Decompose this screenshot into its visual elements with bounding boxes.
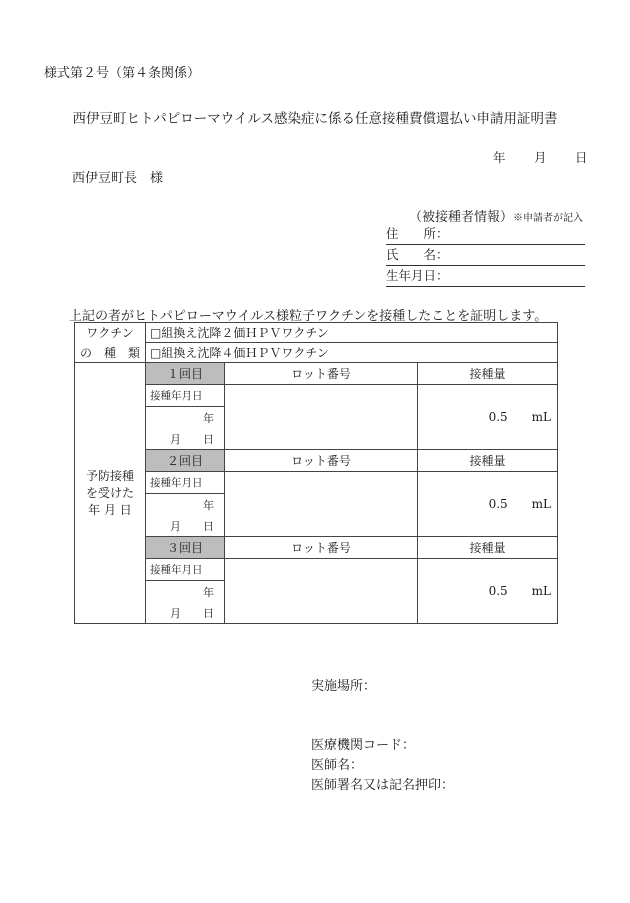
dose-1-amount-value: 0.5 [488, 410, 508, 424]
amount-header: 接種量 [418, 537, 558, 559]
document-title: 西伊豆町ヒトパピローマウイルス感染症に係る任意接種費償還払い申請用証明書 [72, 111, 558, 127]
dose-1-month-day[interactable] [146, 428, 225, 450]
vaccination-date-label [75, 363, 146, 624]
recipient-info-note: ※申請者が記入 [513, 213, 584, 224]
dose-1-month-label: 月 [170, 432, 181, 446]
dose-2-year[interactable]: 年 [146, 494, 225, 516]
dose-2-lot-number[interactable] [225, 472, 418, 537]
vaccine-type-label-bottom: の 種 類 [75, 343, 146, 363]
dose-1-day-label: 日 [203, 432, 214, 446]
date-month-label: 月 [534, 150, 547, 165]
dose-3-header: ３回目 [146, 537, 225, 559]
dose-1-date-label: 接種年月日 [146, 385, 225, 407]
recipient-info-title: （被接種者情報） [409, 210, 514, 225]
dose-3-date-label: 接種年月日 [146, 559, 225, 581]
dose-3-amount-value: 0.5 [488, 584, 508, 598]
vaccination-table [74, 322, 558, 624]
certification-statement: 上記の者がヒトパピローマウイルス様粒子ワクチンを接種したことを証明します。 [69, 309, 548, 324]
addressee: 西伊豆町長 様 [72, 171, 164, 186]
dose-1-amount-unit: mL [531, 410, 552, 424]
birthdate-field[interactable]: 生年月日： [386, 266, 585, 287]
dose-3-month-day[interactable] [146, 602, 225, 624]
doctor-name-label: 医師名： [311, 758, 364, 773]
date-day-label: 日 [575, 150, 588, 165]
medical-institution-code-label: 医療機関コード： [311, 738, 416, 753]
dose-2-month-label: 月 [170, 519, 181, 533]
dose-2-amount-value: 0.5 [488, 497, 508, 511]
form-number: 様式第２号（第４条関係） [44, 66, 201, 81]
clinic-location-label: 実施場所： [311, 679, 377, 694]
vaccination-date-label-line3: 年 月 日 [88, 502, 132, 517]
dose-3-year[interactable]: 年 [146, 581, 225, 603]
dose-3-day-label: 日 [203, 606, 214, 620]
dose-3-amount[interactable] [418, 559, 558, 624]
vaccination-date-label-line1: 予防接種 [85, 468, 134, 483]
dose-1-year[interactable]: 年 [146, 407, 225, 429]
recipient-info-heading [409, 206, 583, 225]
name-field[interactable]: 氏 名： [386, 245, 585, 266]
lot-number-header: ロット番号 [225, 363, 418, 385]
dose-2-month-day[interactable] [146, 515, 225, 537]
dose-1-header: １回目 [146, 363, 225, 385]
dose-2-header: ２回目 [146, 450, 225, 472]
dose-2-amount-unit: mL [531, 497, 552, 511]
dose-3-lot-number[interactable] [225, 559, 418, 624]
address-field[interactable]: 住 所： [386, 224, 585, 245]
dose-3-month-label: 月 [170, 606, 181, 620]
lot-number-header: ロット番号 [225, 450, 418, 472]
amount-header: 接種量 [418, 450, 558, 472]
dose-1-amount[interactable] [418, 385, 558, 450]
dose-3-amount-unit: mL [531, 584, 552, 598]
dose-2-amount[interactable] [418, 472, 558, 537]
vaccination-date-label-line2: を受けた [85, 485, 134, 500]
vaccine-type-label-top: ワクチン [75, 323, 146, 343]
dose-2-date-label: 接種年月日 [146, 472, 225, 494]
dose-1-lot-number[interactable] [225, 385, 418, 450]
amount-header: 接種量 [418, 363, 558, 385]
vaccine-option-bivalent[interactable]: □組換え沈降２価ＨＰＶワクチン [146, 323, 558, 343]
date-year-label: 年 [493, 150, 506, 165]
lot-number-header: ロット番号 [225, 537, 418, 559]
dose-2-day-label: 日 [203, 519, 214, 533]
doctor-signature-label: 医師署名又は記名押印： [311, 778, 455, 793]
vaccine-option-quadrivalent[interactable]: □組換え沈降４価ＨＰＶワクチン [146, 343, 558, 363]
